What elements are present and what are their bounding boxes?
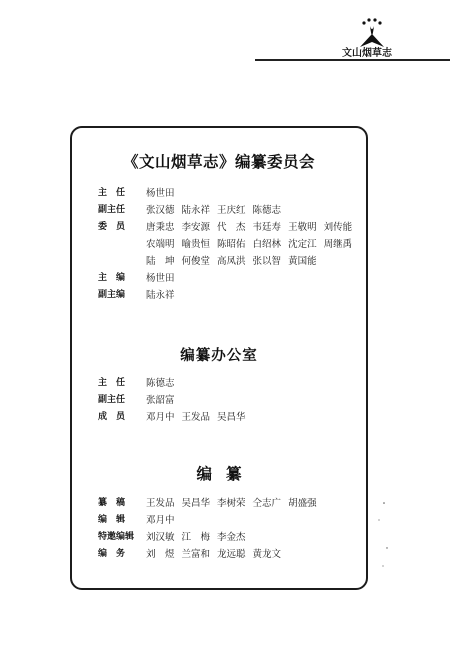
person-name: 陆永祥 xyxy=(146,290,175,301)
credit-names xyxy=(146,495,324,512)
credit-row xyxy=(98,185,362,202)
person-name: 仝志广 xyxy=(252,498,282,509)
credit-names xyxy=(146,287,182,304)
credit-role: 成 员 xyxy=(98,412,126,422)
credit-row xyxy=(98,512,362,529)
office-title: 编纂办公室 xyxy=(180,347,258,364)
office-list xyxy=(98,375,362,426)
credit-row xyxy=(98,202,362,219)
credit-names xyxy=(146,375,182,392)
person-name: 邓月中 xyxy=(146,412,175,423)
person-name: 邓月中 xyxy=(146,515,175,526)
person-name: 唐秉忠 xyxy=(146,222,175,233)
credit-names xyxy=(146,409,253,426)
credit-role: 副主任 xyxy=(98,395,126,405)
credit-row xyxy=(98,375,362,392)
person-name: 沈定江 xyxy=(288,239,317,250)
credit-role: 编 辑 xyxy=(98,515,126,525)
credit-row xyxy=(98,529,362,546)
credit-row xyxy=(98,392,362,409)
person-name: 刘汉敏 xyxy=(146,532,175,543)
person-name: 王发品 xyxy=(146,498,175,509)
credit-names xyxy=(146,546,288,563)
credit-role: 副主任 xyxy=(98,205,126,215)
credits-frame xyxy=(70,126,368,590)
running-head: 文山烟草志 xyxy=(342,48,392,59)
credit-row xyxy=(98,409,362,426)
person-name: 陈德志 xyxy=(252,205,282,216)
credit-names xyxy=(146,270,182,287)
person-name: 吴昌华 xyxy=(217,412,246,423)
committee-title: 《文山烟草志》编纂委员会 xyxy=(122,152,315,171)
person-name: 喻贵恒 xyxy=(181,239,211,250)
credit-role: 委 员 xyxy=(98,222,126,232)
credit-names xyxy=(146,392,182,409)
person-name: 王庆红 xyxy=(217,205,246,216)
person-name: 张以智 xyxy=(252,256,282,267)
credit-row xyxy=(98,287,362,304)
committee-list xyxy=(98,185,362,304)
person-name: 农端明 xyxy=(146,239,175,250)
credit-row xyxy=(98,495,362,512)
person-name: 李安源 xyxy=(181,222,211,233)
credit-role: 副主编 xyxy=(98,290,126,300)
person-name: 李金杰 xyxy=(217,532,246,543)
person-name: 陆永祥 xyxy=(181,205,211,216)
credit-role: 编 务 xyxy=(98,549,126,559)
person-name: 白绍林 xyxy=(252,239,282,250)
editors-title: 编纂 xyxy=(196,464,256,483)
person-name: 何俊堂 xyxy=(181,256,211,267)
person-name: 陈昭佑 xyxy=(217,239,246,250)
person-name: 兰富和 xyxy=(181,549,211,560)
credit-role: 主 编 xyxy=(98,273,126,283)
credit-row xyxy=(98,236,362,253)
credit-names xyxy=(146,185,182,202)
credit-row xyxy=(98,253,362,270)
person-name: 周继禹 xyxy=(323,239,353,250)
credit-names xyxy=(146,202,288,219)
credit-names xyxy=(146,236,359,253)
person-name: 张韶富 xyxy=(146,395,175,406)
credit-row xyxy=(98,270,362,287)
person-name: 刘 煜 xyxy=(146,549,175,560)
credit-role: 纂 稿 xyxy=(98,498,126,508)
credit-role: 特邀编辑 xyxy=(98,532,135,542)
person-name: 王发品 xyxy=(181,412,211,423)
person-name: 胡盛强 xyxy=(288,498,317,509)
person-name: 杨世田 xyxy=(146,273,175,284)
person-name: 韦廷寿 xyxy=(252,222,282,233)
credit-names xyxy=(146,529,253,546)
person-name: 龙远聪 xyxy=(217,549,246,560)
credit-role: 主 任 xyxy=(98,378,126,388)
person-name: 高凤洪 xyxy=(217,256,246,267)
person-name: 张汉德 xyxy=(146,205,175,216)
person-name: 李树荣 xyxy=(217,498,246,509)
person-name: 黄国能 xyxy=(288,256,317,267)
header-rule xyxy=(255,59,450,61)
person-name: 刘传能 xyxy=(323,222,353,233)
person-name: 代 杰 xyxy=(217,222,246,233)
person-name: 江 梅 xyxy=(181,532,211,543)
credit-row xyxy=(98,219,362,236)
credit-names xyxy=(146,512,182,529)
credit-names xyxy=(146,253,324,270)
credit-role: 主 任 xyxy=(98,188,126,198)
person-name: 陈德志 xyxy=(146,378,175,389)
person-name: 陆 坤 xyxy=(146,256,175,267)
person-name: 王敬明 xyxy=(288,222,317,233)
person-name: 黄龙文 xyxy=(252,549,282,560)
person-name: 吴昌华 xyxy=(181,498,211,509)
editors-list xyxy=(98,495,362,563)
credit-row xyxy=(98,546,362,563)
person-name: 杨世田 xyxy=(146,188,175,199)
credit-names xyxy=(146,219,359,236)
